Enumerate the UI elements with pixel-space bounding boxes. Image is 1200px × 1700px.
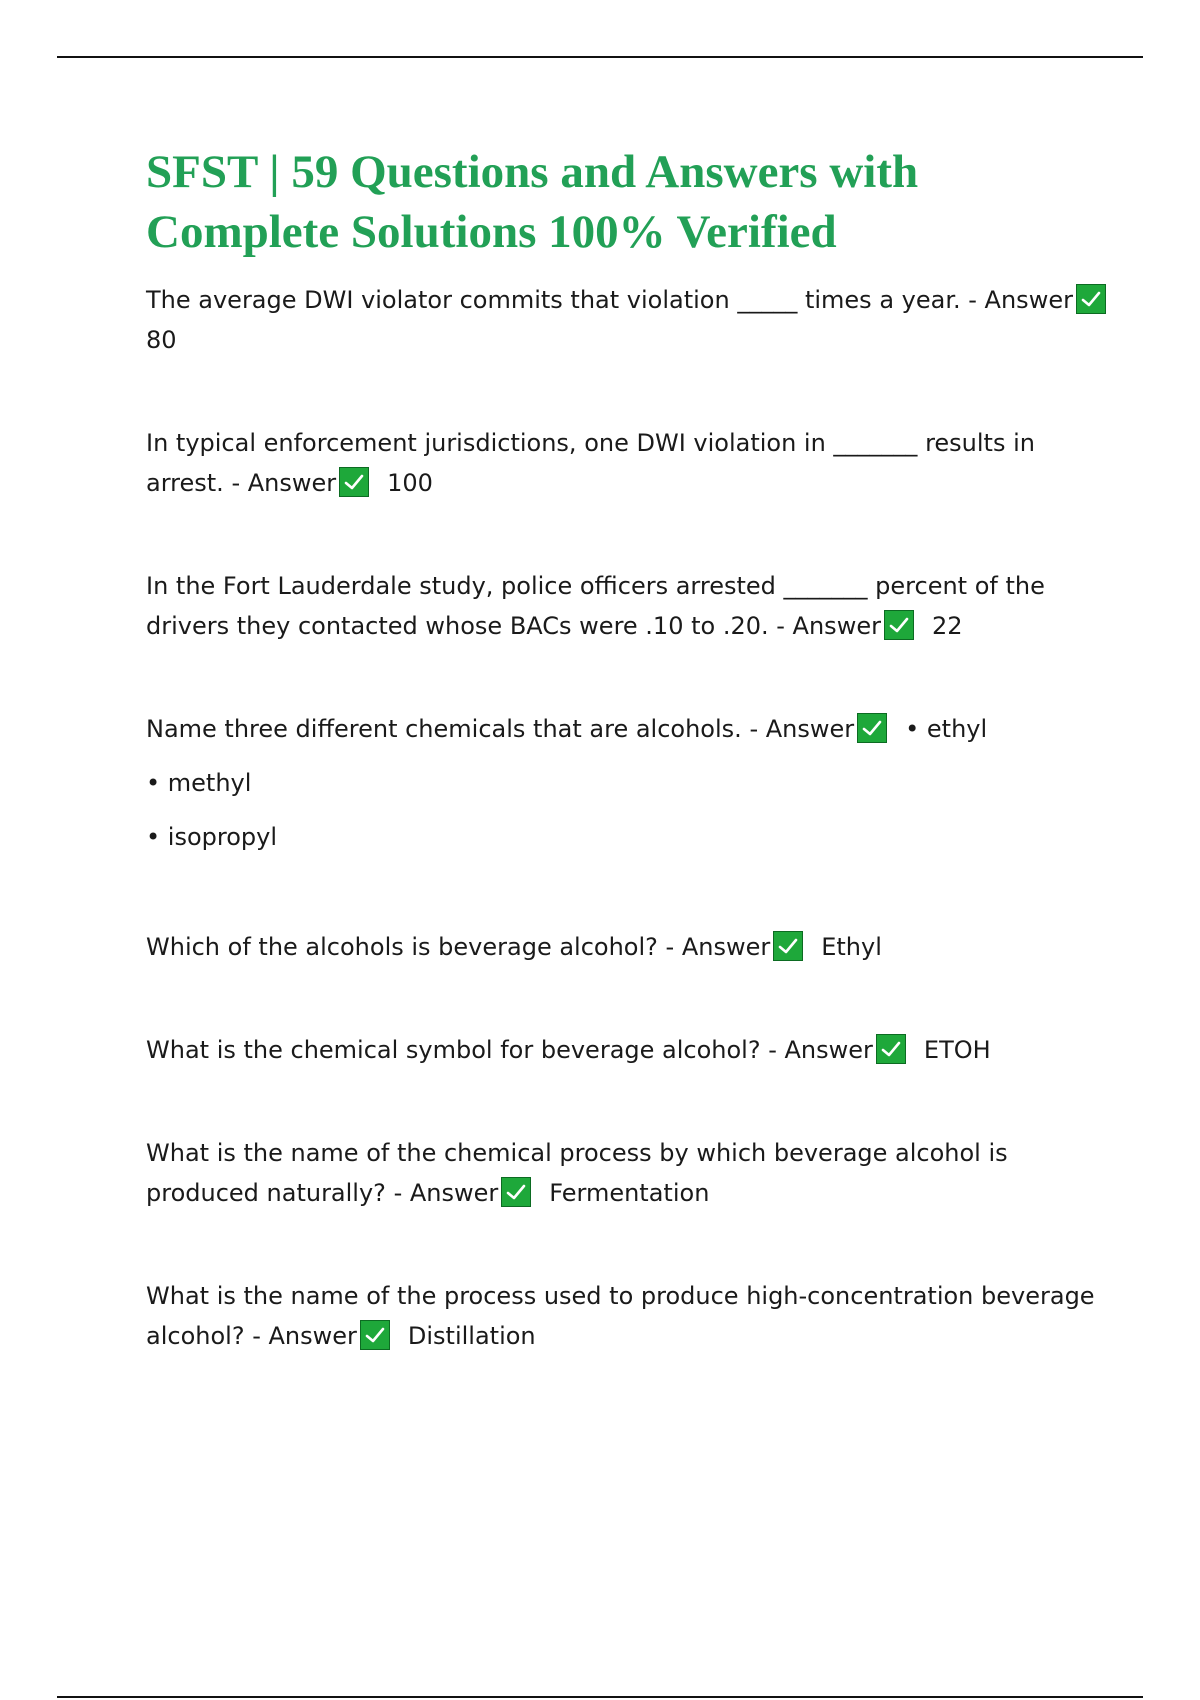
qa-item bbox=[146, 566, 1106, 646]
qa-item bbox=[146, 1133, 1106, 1213]
answer-text: 22 bbox=[931, 612, 963, 640]
answer-text: Distillation bbox=[407, 1322, 536, 1350]
answer-label: - Answer bbox=[968, 286, 1073, 314]
qa-item bbox=[146, 1276, 1106, 1356]
question-text: In the Fort Lauderdale study, police officers arrested _______ percent of the drivers they contacted whose BACs were .10 to .20. bbox=[146, 572, 1045, 640]
question-text: In typical enforcement jurisdictions, one DWI violation in _______ results in arrest. bbox=[146, 429, 1035, 497]
answer-label: - Answer bbox=[252, 1322, 357, 1350]
bottom-rule bbox=[57, 1696, 1143, 1698]
qa-item bbox=[146, 423, 1106, 503]
question-text: What is the chemical symbol for beverage alcohol? bbox=[146, 1036, 761, 1064]
answer-text: Ethyl bbox=[821, 933, 882, 961]
checkmark-icon bbox=[857, 713, 887, 743]
answer-text: 80 bbox=[146, 326, 177, 354]
answer-label: - Answer bbox=[776, 612, 881, 640]
checkmark-icon bbox=[884, 610, 914, 640]
answer-label: - Answer bbox=[665, 933, 771, 961]
answer-text: 100 bbox=[387, 469, 433, 497]
qa-item bbox=[146, 927, 1106, 967]
question-text: What is the name of the process used to produce high-concentration beverage alcohol? bbox=[146, 1282, 1095, 1350]
document-body bbox=[146, 142, 1106, 1356]
document-title: SFST | 59 Questions and Answers with Complete Solutions 100% Verified bbox=[146, 146, 919, 258]
top-rule bbox=[57, 56, 1143, 58]
answer-label: - Answer bbox=[768, 1036, 873, 1064]
answer-label: - Answer bbox=[393, 1179, 499, 1207]
qa-item bbox=[146, 280, 1106, 360]
answer-text: ETOH bbox=[923, 1036, 991, 1064]
answer-text: • ethyl bbox=[905, 715, 988, 743]
checkmark-icon bbox=[773, 931, 803, 961]
checkmark-icon bbox=[1076, 284, 1106, 314]
question-text: Which of the alcohols is beverage alcohol? bbox=[146, 933, 658, 961]
list-item: • methyl bbox=[146, 769, 252, 797]
checkmark-icon bbox=[501, 1177, 531, 1207]
answer-label: - Answer bbox=[231, 469, 337, 497]
question-text: Name three different chemicals that are alcohols. bbox=[146, 715, 742, 743]
answer-text: Fermentation bbox=[549, 1179, 710, 1207]
answer-label: - Answer bbox=[749, 715, 855, 743]
list-item: • isopropyl bbox=[146, 823, 278, 851]
question-text: What is the name of the chemical process by which beverage alcohol is produced naturally? bbox=[146, 1139, 1008, 1207]
checkmark-icon bbox=[360, 1320, 390, 1350]
qa-item bbox=[146, 709, 1106, 749]
question-text: The average DWI violator commits that violation _____ times a year. bbox=[146, 286, 961, 314]
qa-item bbox=[146, 1030, 1106, 1070]
checkmark-icon bbox=[876, 1034, 906, 1064]
checkmark-icon bbox=[339, 467, 369, 497]
